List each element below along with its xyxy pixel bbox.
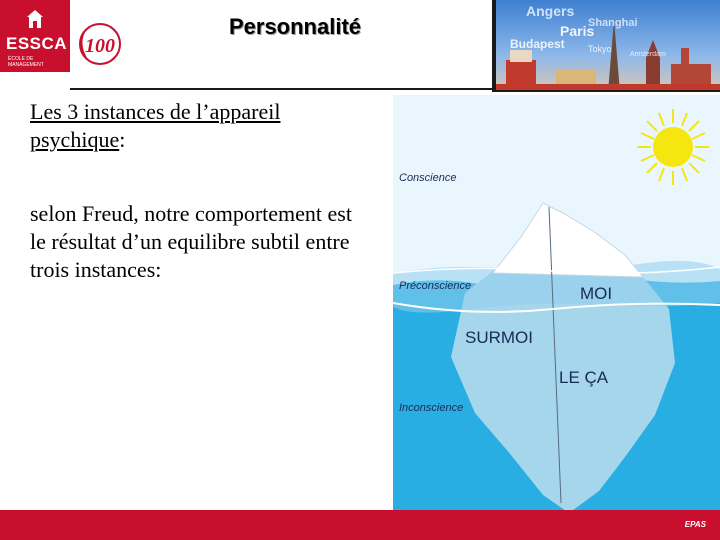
- banner-city: Angers: [526, 3, 575, 19]
- anniversary-text: 100: [85, 35, 115, 57]
- banner-city: Amsterdam: [630, 51, 666, 58]
- level-conscience: Conscience: [399, 172, 457, 184]
- banner-city: Budapest: [510, 37, 565, 51]
- iceberg-diagram: [393, 95, 720, 520]
- instance-surmoi: SURMOI: [465, 328, 533, 347]
- level-inconscience: Inconscience: [399, 402, 464, 414]
- banner-city: Shanghai: [588, 17, 638, 29]
- cities-banner: [492, 0, 720, 92]
- slide-title: Personnalité: [228, 14, 362, 39]
- footer-bar: [0, 510, 720, 540]
- subtitle-colon: :: [119, 127, 126, 152]
- logo-text: ESSCA: [6, 34, 68, 53]
- epas-logo: EPAS: [684, 520, 706, 529]
- header-divider: [70, 88, 495, 90]
- instance-moi: MOI: [580, 284, 613, 303]
- sun-icon: [637, 109, 709, 185]
- banner-city: Tokyo: [588, 44, 612, 54]
- subtitle-underlined: Les 3 instances de l’appareil psychique: [30, 99, 281, 152]
- banner-city: Paris: [560, 23, 595, 39]
- instance-ca: LE ÇA: [559, 368, 609, 387]
- body-paragraph: selon Freud, notre comportement est le résultat d’un equilibre subtil entre trois instances:: [30, 201, 352, 282]
- level-preconscience: Préconscience: [399, 280, 472, 292]
- logo-tagline: ÉCOLE DE MANAGEMENT: [8, 56, 44, 68]
- slide-subtitle: [30, 98, 370, 154]
